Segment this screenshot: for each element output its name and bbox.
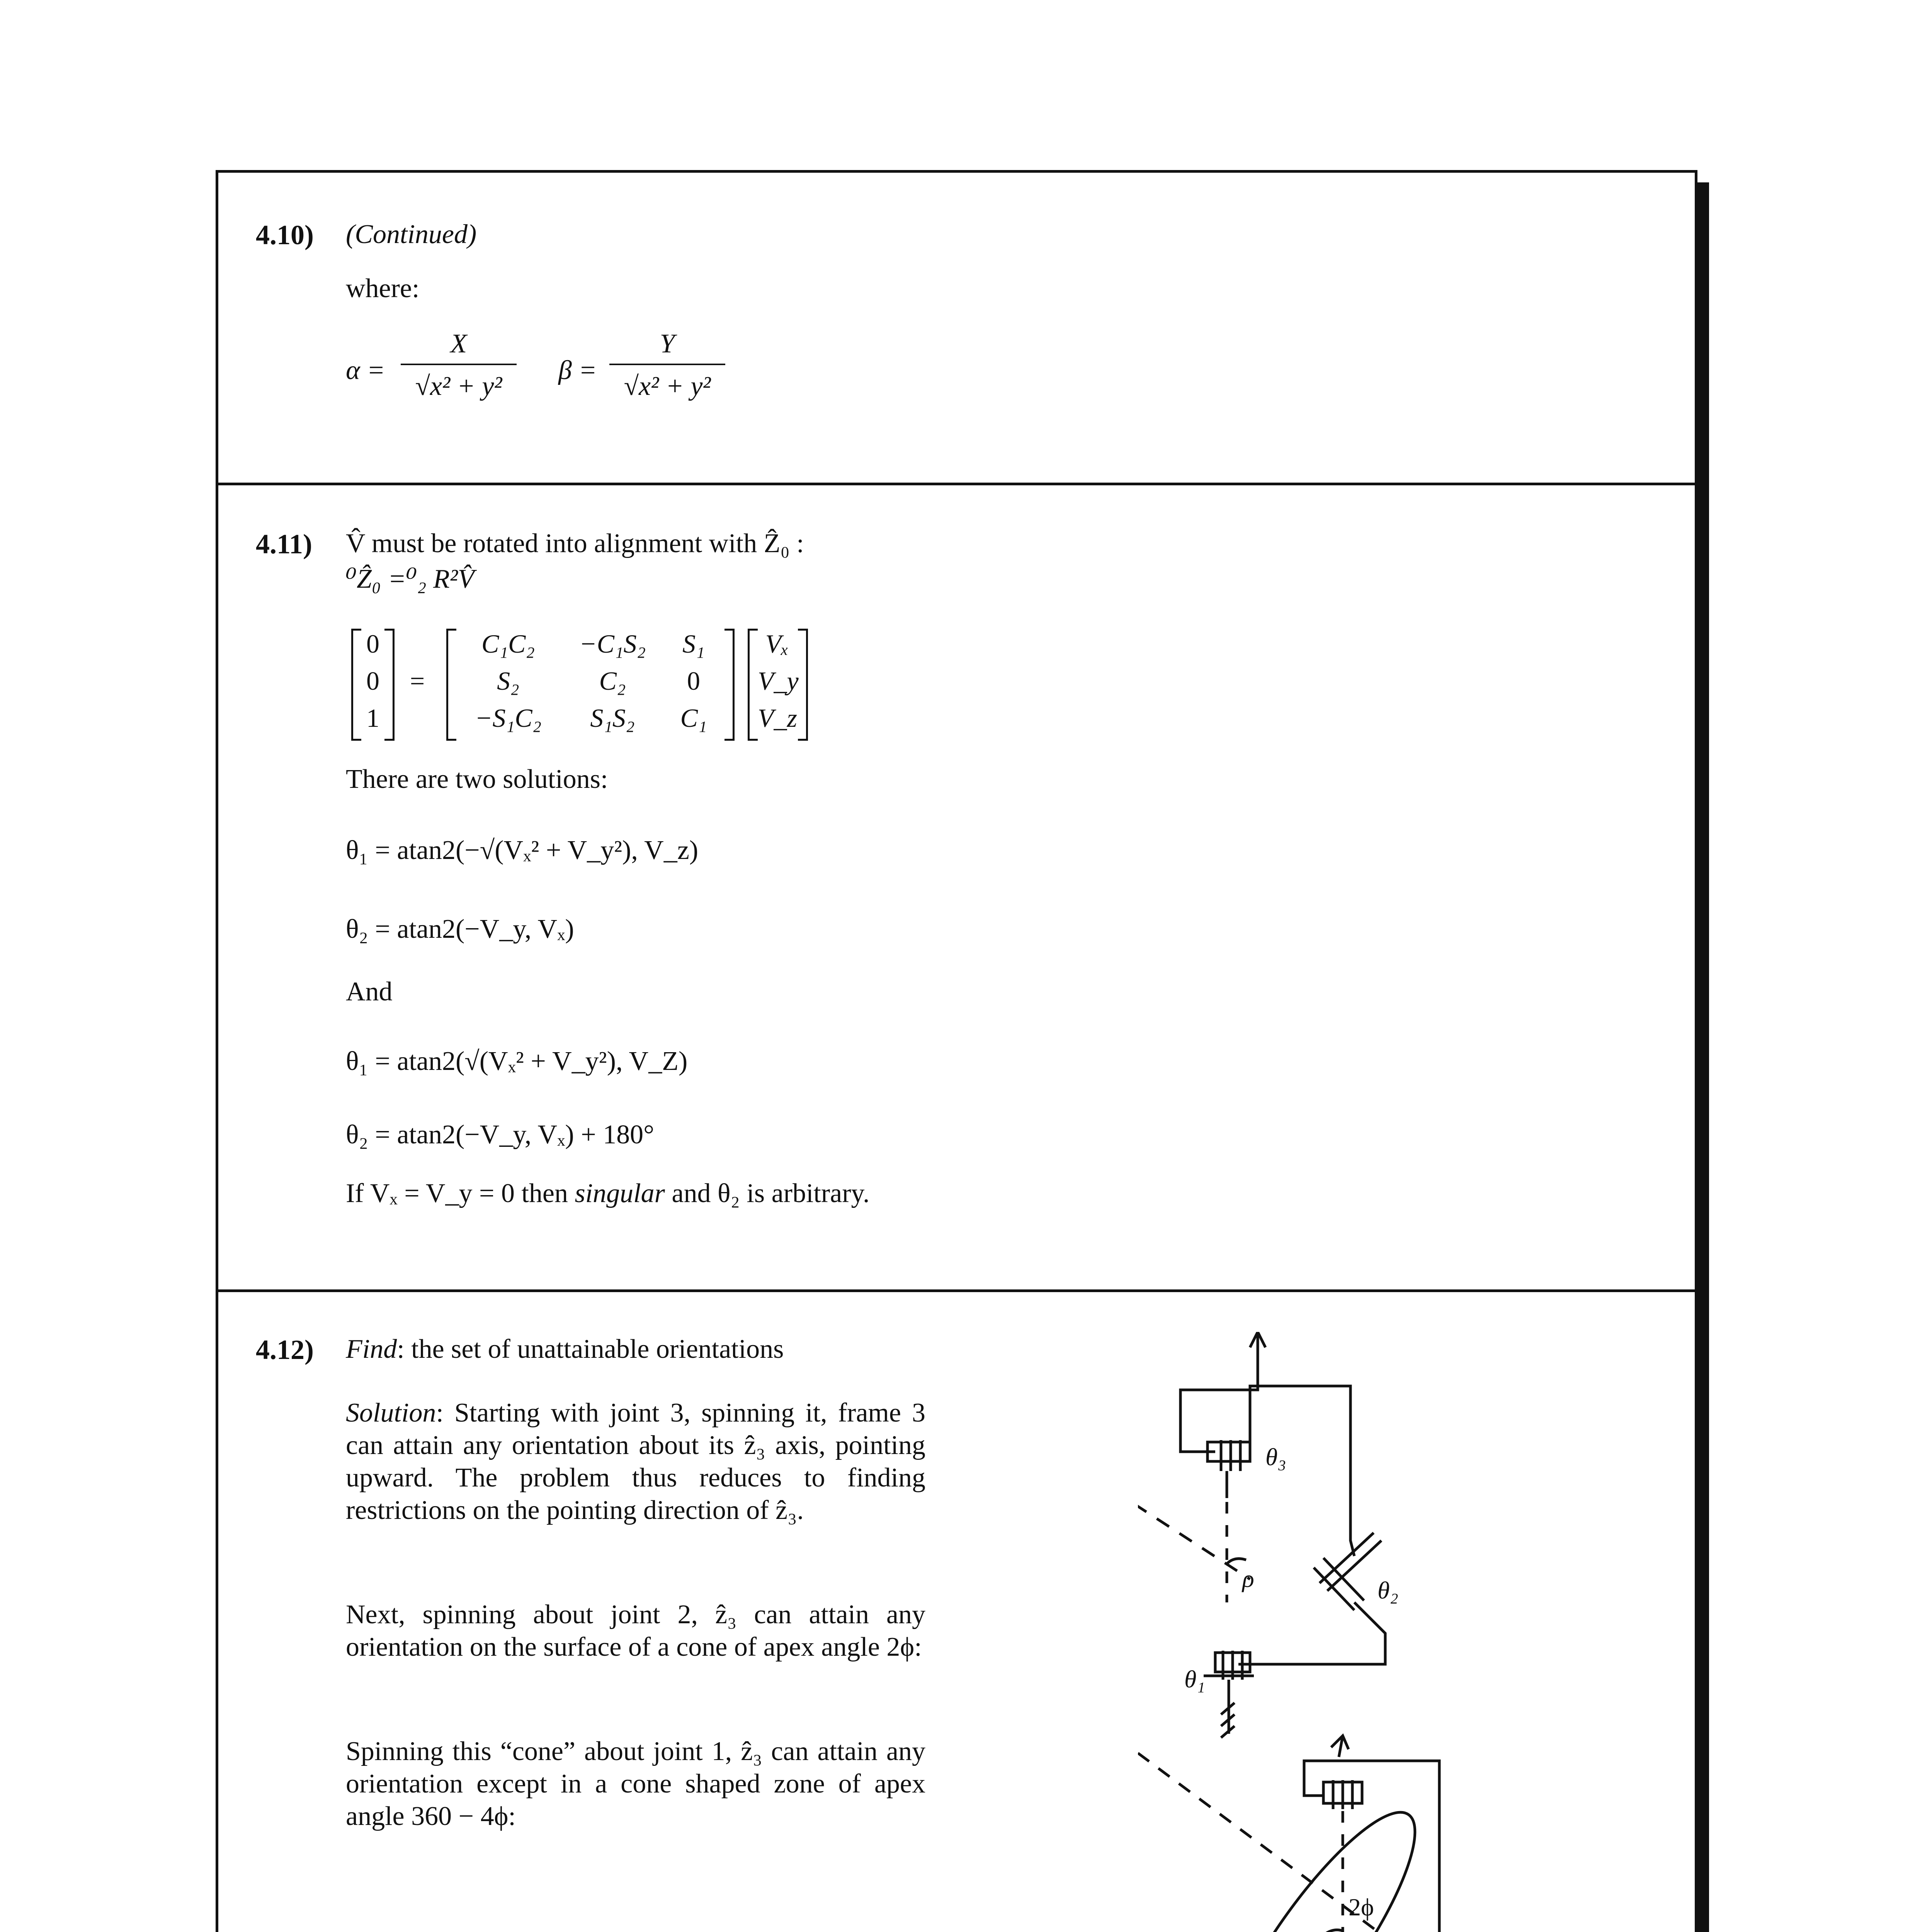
cone-ellipse [1192,1790,1444,1932]
alpha-lhs: α = [346,355,385,385]
singular-statement [346,1177,870,1210]
matrix-equation [323,629,1057,745]
matrix-cell: −S₁C₂ [474,703,542,733]
matrix-cell: C₁C₂ [481,629,535,658]
find-text: : the set of unattainable orientations [397,1334,784,1364]
and-label: And [346,977,393,1007]
unattainable-paragraph: Spinning this “cone” about joint 1, ẑ₃ can attain any orientation except in a cone shaped zone of apex angle 360 − 4ϕ: [346,1736,925,1831]
singular-pre: If Vₓ = V_y = 0 then [346,1179,568,1208]
problem-number-4-12: 4.12) [256,1334,314,1365]
theta3-label: θ₃ [1265,1443,1286,1471]
manipulator-figure [1138,1332,1679,1932]
find-statement [346,1333,784,1366]
theta1-label: θ₁ [1184,1665,1205,1693]
cone-paragraph: Next, spinning about joint 2, ẑ₃ can attain any orientation on the surface of a cone of apex angle 2ϕ: [346,1600,925,1662]
matrix-cell: S₁ [682,629,705,658]
alpha-denominator: √x² + y² [415,371,502,401]
divider-1 [218,483,1695,485]
rhs-vector-cell: V_y [758,666,799,696]
matrix-cell: C₁ [680,703,707,733]
alpha-numerator: X [450,329,467,359]
continued-label: (Continued) [346,219,477,249]
singular-post: and θ₂ is arbitrary. [672,1179,870,1208]
matrix-cell: S₂ [497,666,519,696]
lhs-vector-cell: 0 [366,629,379,658]
rhs-vector-cell: Vₓ [765,629,789,658]
solution-text: : Starting with joint 3, spinning it, frame 3 can attain any orientation about its ẑ₃ axis, pointing upward. The problem thus reduces to finding restrictions on the pointing direction of ẑ₃. [346,1398,925,1525]
solution-paragraph [346,1397,925,1527]
find-label: Find [346,1334,397,1364]
problem-number-4-11: 4.11) [256,529,313,560]
matrix-cell: C₂ [599,666,626,696]
beta-fraction [609,327,725,404]
problem-number-4-10: 4.10) [256,219,314,250]
equals-sign: = [410,666,425,696]
singular-word: singular [575,1179,665,1208]
two-solutions-label: There are two solutions: [346,764,608,794]
divider-2 [218,1289,1695,1292]
rhs-vector-cell: V_z [758,703,797,733]
solution1-theta2: θ₂ = atan2(−V_y, Vₓ) [346,914,574,944]
solution-label: Solution [346,1398,436,1428]
theta2-label: θ₂ [1378,1577,1398,1604]
lhs-vector-cell: 0 [366,666,379,696]
matrix-cell: −C₁S₂ [579,629,646,658]
solution2-theta1: θ₁ = atan2(√(Vₓ² + V_y²), V_Z) [346,1046,688,1076]
lhs-vector-cell: 1 [366,703,379,733]
matrix-cell: S₁S₂ [590,703,635,733]
solution1-theta1: θ₁ = atan2(−√(Vₓ² + V_y²), V_z) [346,835,699,865]
rotation-intro: V̂ must be rotated into alignment with Ẑ₀ : [346,529,804,558]
rho-label: ρ [1242,1565,1254,1592]
solution2-theta2: θ₂ = atan2(−V_y, Vₓ) + 180° [346,1120,655,1150]
where-label: where: [346,274,420,303]
beta-numerator: Y [660,329,675,359]
beta-lhs: β = [558,355,597,385]
rotation-relation: ⁰Ẑ₀ =⁰₂ R²V̂ [346,564,474,594]
two-phi-label: 2ϕ [1349,1893,1374,1921]
problem-frame [216,170,1697,1932]
alpha-fraction [401,327,517,404]
z3-arrow-shaft [1180,1332,1258,1452]
matrix-cell: 0 [687,666,700,696]
beta-denominator: √x² + y² [624,371,711,401]
